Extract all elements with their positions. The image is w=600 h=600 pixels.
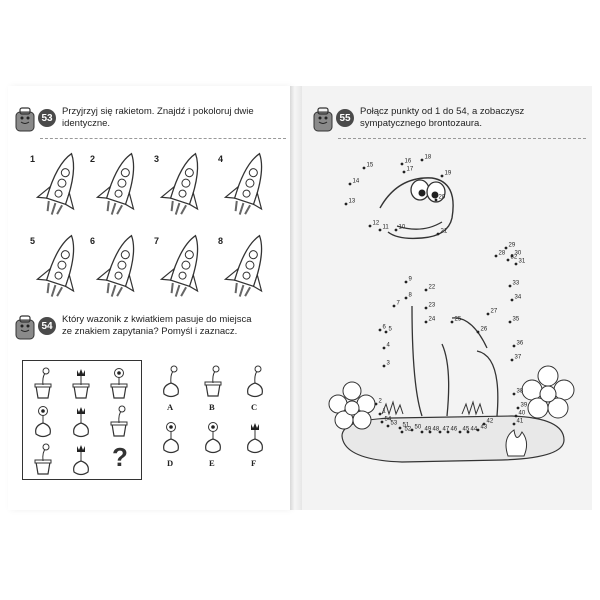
dot-number: 22: [428, 284, 436, 291]
dot[interactable]: [459, 431, 462, 434]
dot-number: 51: [402, 422, 410, 429]
dot[interactable]: [451, 321, 454, 324]
answer-letter[interactable]: B: [209, 402, 215, 412]
dot-number: 28: [498, 250, 506, 257]
answer-letter[interactable]: D: [167, 458, 174, 468]
dot-number: 19: [444, 170, 452, 177]
dot-number: 12: [372, 220, 380, 227]
dot-number: 49: [424, 426, 432, 433]
dot-number: 20: [438, 194, 446, 201]
vase-icon: [30, 366, 56, 402]
dot-number: 14: [352, 178, 360, 185]
rocket-icon[interactable]: [38, 150, 84, 222]
divider: [40, 138, 286, 139]
dot-number: 37: [514, 354, 522, 361]
dot-number: 6: [382, 324, 386, 331]
vase-icon: [68, 442, 94, 478]
dot-number: 8: [408, 292, 412, 299]
dot[interactable]: [477, 331, 480, 334]
dot[interactable]: [399, 427, 402, 430]
dot[interactable]: [395, 229, 398, 232]
task-55-instruction: Połącz punkty od 1 do 54, a zobaczysz sympatycznego brontozaura.: [360, 106, 525, 129]
dot-number: 46: [450, 426, 458, 433]
answer-vase-icon[interactable]: [242, 364, 268, 400]
dot-number: 44: [470, 426, 478, 433]
dot[interactable]: [387, 425, 390, 428]
rocket-number: 7: [154, 236, 160, 246]
dot[interactable]: [379, 229, 382, 232]
task-54-header: [14, 314, 252, 340]
answer-letter[interactable]: C: [251, 402, 258, 412]
flower-right: [522, 366, 574, 418]
dot[interactable]: [363, 167, 366, 170]
dot[interactable]: [421, 159, 424, 162]
rocket-icon[interactable]: [98, 150, 144, 222]
dot-number: 43: [480, 424, 488, 431]
dot-number: 41: [516, 418, 524, 425]
answer-vase-icon[interactable]: [158, 364, 184, 400]
dot[interactable]: [375, 403, 378, 406]
dot-number: 21: [440, 228, 448, 235]
task-number-badge: 53: [38, 109, 56, 127]
dot[interactable]: [441, 175, 444, 178]
dot[interactable]: [511, 299, 514, 302]
dot-number: 24: [428, 316, 436, 323]
dot-number: 18: [424, 154, 432, 161]
rocket-icon[interactable]: [226, 232, 272, 304]
dot-number: 35: [512, 316, 520, 323]
rocket-icon[interactable]: [98, 232, 144, 304]
dot-number: 5: [388, 326, 392, 333]
rocket-number: 1: [30, 154, 36, 164]
dot[interactable]: [421, 431, 424, 434]
dot[interactable]: [513, 423, 516, 426]
dot-number: 15: [366, 162, 374, 169]
dot-number: 36: [516, 340, 524, 347]
grass: [382, 402, 483, 414]
dot[interactable]: [345, 203, 348, 206]
question-mark: ?: [112, 442, 128, 472]
dino-eye-left: [411, 180, 429, 200]
dot-number: 40: [518, 410, 526, 417]
dot[interactable]: [515, 415, 518, 418]
dot[interactable]: [425, 307, 428, 310]
dot-number: 25: [454, 316, 462, 323]
dot-number: 31: [518, 258, 526, 265]
dot[interactable]: [517, 407, 520, 410]
dot[interactable]: [509, 321, 512, 324]
rocket-icon[interactable]: [162, 232, 208, 304]
rocket-number: 3: [154, 154, 160, 164]
dot-number: 48: [432, 426, 440, 433]
task-number-badge: 55: [336, 109, 354, 127]
dot[interactable]: [401, 431, 404, 434]
vase-icon: [30, 404, 56, 440]
vase-icon: [106, 366, 132, 402]
answer-letter[interactable]: A: [167, 402, 174, 412]
rocket-number: 6: [90, 236, 96, 246]
vase-icon: [68, 404, 94, 440]
dot[interactable]: [513, 345, 516, 348]
dot-number: 30: [514, 250, 522, 257]
answer-vase-icon[interactable]: [242, 420, 268, 456]
dot-number: 27: [490, 308, 498, 315]
dot-number: 47: [442, 426, 450, 433]
dot-number: 50: [414, 424, 422, 431]
vase-icon: [68, 366, 94, 402]
dot[interactable]: [349, 183, 352, 186]
dot[interactable]: [379, 413, 382, 416]
answer-vase-icon[interactable]: [158, 420, 184, 456]
answer-letter[interactable]: F: [251, 458, 257, 468]
dot[interactable]: [379, 329, 382, 332]
task-54-instruction: Który wazonik z kwiatkiem pasuje do miejsca ze znakiem zapytania? Pomyśl i zaznacz.: [62, 314, 252, 337]
dot[interactable]: [505, 247, 508, 250]
dot[interactable]: [511, 359, 514, 362]
dot-number: 38: [516, 388, 524, 395]
rocket-number: 2: [90, 154, 96, 164]
dot[interactable]: [507, 259, 510, 262]
dot-number: 52: [404, 426, 412, 433]
dot-number: 45: [462, 426, 470, 433]
dot-number: 29: [508, 242, 516, 249]
rocket-number: 5: [30, 236, 36, 246]
dot[interactable]: [405, 297, 408, 300]
activity-book-spread: [8, 86, 592, 510]
dot-number: 39: [520, 402, 528, 409]
vase-icon: [106, 404, 132, 440]
dot[interactable]: [513, 393, 516, 396]
dot-number: 42: [486, 418, 494, 425]
dot-number: 13: [348, 198, 356, 205]
rocket-number: 8: [218, 236, 224, 246]
dot-number: 26: [480, 326, 488, 333]
answer-vase-icon[interactable]: [200, 364, 226, 400]
dot[interactable]: [401, 163, 404, 166]
flower-left: [329, 382, 375, 429]
answer-letter[interactable]: E: [209, 458, 215, 468]
dot-number: 53: [390, 420, 398, 427]
dot-number: 7: [396, 300, 400, 307]
dot[interactable]: [393, 305, 396, 308]
dot[interactable]: [495, 255, 498, 258]
dot-number: 4: [386, 342, 390, 349]
task-53-instruction: Przyjrzyj się rakietom. Znajdź i pokoloruj dwie identyczne.: [62, 106, 254, 129]
backpack-icon: [14, 106, 36, 132]
rocket-icon[interactable]: [38, 232, 84, 304]
rocket-icon[interactable]: [226, 150, 272, 222]
right-page: [302, 86, 592, 510]
dot-number: 32: [510, 254, 518, 261]
dot-number: 34: [514, 294, 522, 301]
rocket-number: 4: [218, 154, 224, 164]
dot[interactable]: [515, 263, 518, 266]
vase-icon: [30, 442, 56, 478]
dot-number: 3: [386, 360, 390, 367]
dot[interactable]: [385, 331, 388, 334]
answer-vase-icon[interactable]: [200, 420, 226, 456]
dot-number: 10: [398, 224, 406, 231]
dot[interactable]: [425, 289, 428, 292]
dot[interactable]: [405, 281, 408, 284]
dot[interactable]: [383, 347, 386, 350]
rocket-icon[interactable]: [162, 150, 208, 222]
dot-number: 16: [404, 158, 412, 165]
dot-number: 9: [408, 276, 412, 283]
dot-number: 1: [382, 408, 386, 415]
task-number-badge: 54: [38, 317, 56, 335]
dot-number: 17: [406, 166, 414, 173]
dot-number: 2: [378, 398, 382, 405]
task-53-header: [14, 106, 254, 132]
left-page: [8, 86, 290, 510]
dot[interactable]: [487, 313, 490, 316]
backpack-icon: [14, 314, 36, 340]
dot[interactable]: [435, 199, 438, 202]
dot[interactable]: [403, 171, 406, 174]
dot-number: 33: [512, 280, 520, 287]
dot[interactable]: [381, 421, 384, 424]
dot-number: 23: [428, 302, 436, 309]
dot[interactable]: [509, 285, 512, 288]
book-gutter: [290, 86, 302, 510]
dot[interactable]: [437, 233, 440, 236]
dot[interactable]: [383, 365, 386, 368]
dot-number: 11: [382, 224, 389, 231]
dot[interactable]: [425, 321, 428, 324]
pond-shape: [342, 416, 564, 462]
brontosaurus-dot-picture: [302, 86, 592, 510]
dot-number: 54: [384, 416, 392, 423]
dot[interactable]: [369, 225, 372, 228]
